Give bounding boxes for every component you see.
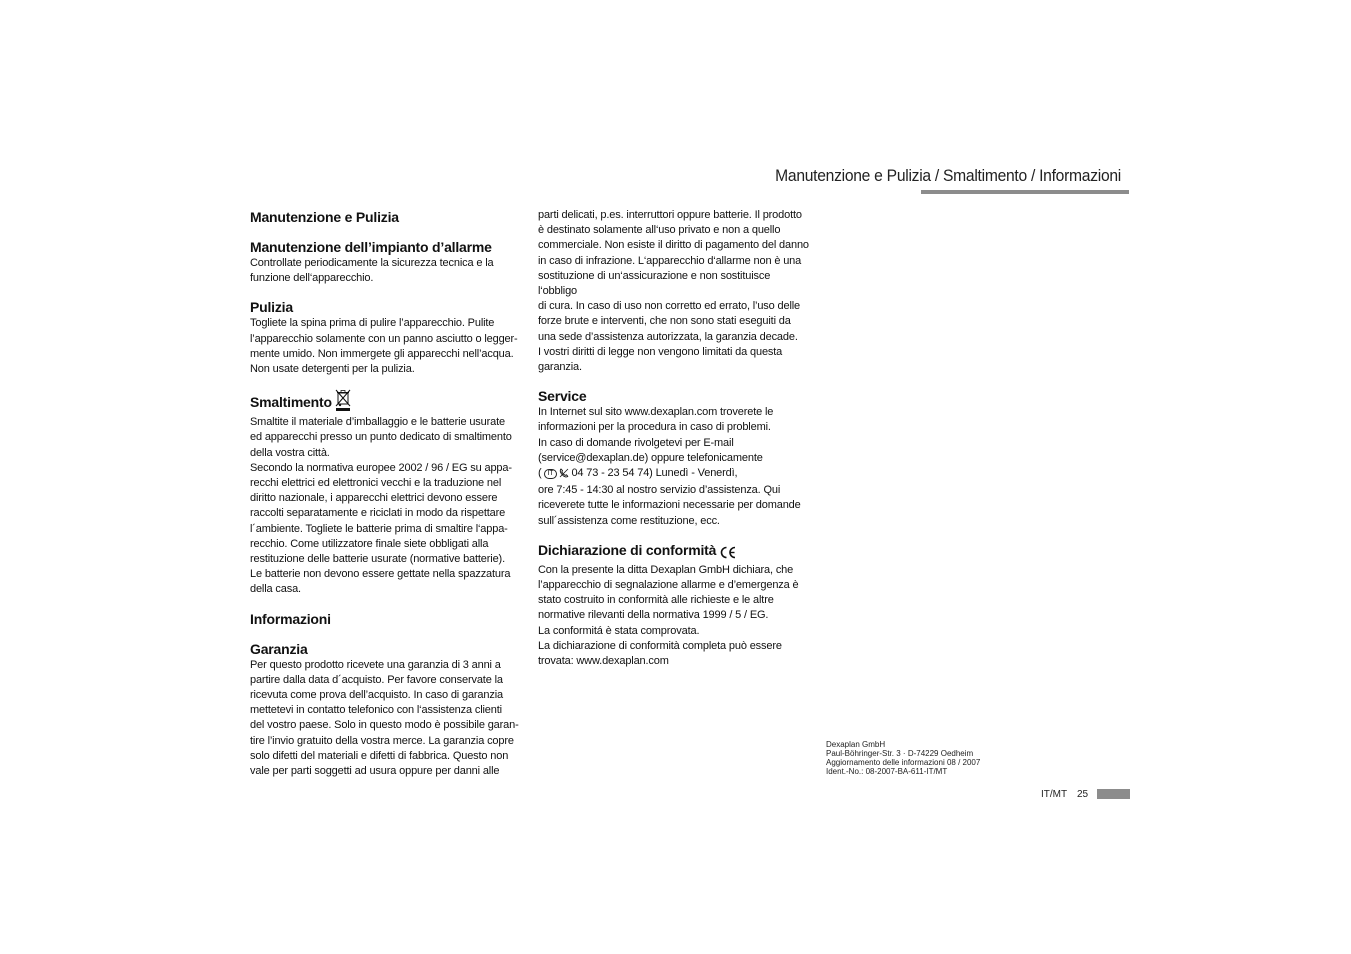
imprint-update: Aggiornamento delle informazioni 08 / 2007 xyxy=(826,758,981,767)
paragraph-service-intro: In Internet sul sito www.dexaplan.com troverete le informazioni per la procedura in caso di problemi. In caso di domande rivolgetevi per E-mail (service@dexaplan.de) oppure telefonicamente xyxy=(538,406,774,464)
footer-language-code: IT/MT xyxy=(1041,789,1068,800)
country-badge: IT xyxy=(544,469,558,479)
footer-bar xyxy=(1097,789,1130,799)
left-column xyxy=(250,208,522,779)
paragraph-disposal: Smaltite il materiale d’imballaggio e le batterie usurate ed apparecchi presso un punto dedicato di smaltimento della vostra città. Secondo la normativa europee 2002 / 96 / EG su appa- recchi elettrici ed elettronici vecchi e la traduzione nel diritto nazionale, i apparecchi elettrici devono essere raccolti separatamente e riciclati in modo da rispettare l´ambiente. Togliete le batterie prima di smaltire l‘appa- recchio. Come utilizzatore finale siete obbligati alla restituzione delle batterie usurate (normative batterie). Le batterie non devono essere gettate nella spazzatura della casa. xyxy=(250,416,512,596)
footer-page-number: 25 xyxy=(1077,789,1089,800)
paragraph-warranty: Per questo prodotto ricevete una garanzia di 3 anni a partire dalla data d´acquisto. Per favore conservate la ricevuta come prova dell’acquisto. In caso di garanzia mettetevi in contatto telefonico con l‘assistenza clienti del vostro paese. Solo in questo modo è possibile garan- tire l’invio gratuito della vostra merce. La garanzia copre solo difetti del materiali e difetti di fabbrica. Questo non vale per parti soggetti ad usura oppure per danni alle xyxy=(250,658,519,778)
phone-icon xyxy=(559,468,569,483)
phone-open-paren: ( xyxy=(538,467,542,480)
phone-number: 04 73 - 23 54 74) Lunedì - Venerdì, xyxy=(571,467,738,480)
section-title-maintenance: Manutenzione e Pulizia xyxy=(250,209,399,225)
paragraph-warranty-continued: parti delicati, p.es. interruttori oppure batterie. Il prodotto è destinato solamente all‘uso privato e non a quello commerciale. Non esiste il diritto di pagamento del danno in caso di infrazione. L‘apparecchio d‘allarme non è una sostituzione di un‘assicurazione e non sostituisce l‘obbligo di cura. In caso di uso non corretto ed errato, l’uso delle forze brute e interventi, che non sono stati eseguiti da una sede d’assistenza autorizzata, la garanzia decade. I vostri diritti di legge non vengono limitati da questa garanzia. xyxy=(538,209,809,374)
imprint-address: Paul-Böhringer-Str. 3 · D-74229 Oedheim xyxy=(826,749,974,758)
paragraph-alarm-maintenance: Controllate periodicamente la sicurezza tecnica e la funzione dell‘apparecchio. xyxy=(250,257,494,285)
imprint xyxy=(826,740,980,776)
heading-disposal xyxy=(250,389,522,415)
heading-conformity-label: Dichiarazione di conformità xyxy=(538,541,717,558)
heading-cleaning: Pulizia xyxy=(250,299,293,316)
imprint-company: Dexaplan GmbH xyxy=(826,740,886,749)
heading-alarm-maintenance: Manutenzione dell’impianto d’allarme xyxy=(250,239,492,255)
paragraph-service-hours: ore 7:45 - 14:30 al nostro servizio d’assistenza. Qui riceverete tutte le informazioni necessarie per domande sull´assistenza come restituzione, ecc. xyxy=(538,484,801,527)
middle-column xyxy=(538,208,810,669)
paragraph-cleaning: Togliete la spina prima di pulire l’apparecchio. Pulite l’apparecchio solamente con un panno asciutto o legger- mente umido. Non immergete gli apparecchi nell’acqua. Non usate detergenti per la pulizia. xyxy=(250,317,518,376)
crossed-out-wheelie-bin-icon xyxy=(335,389,351,415)
imprint-ident: Ident.-No.: 08-2007-BA-611-IT/MT xyxy=(826,767,948,776)
heading-warranty: Garanzia xyxy=(250,640,308,657)
ce-mark-icon xyxy=(719,545,737,563)
section-title-information: Informazioni xyxy=(250,610,331,627)
heading-disposal-label: Smaltimento xyxy=(250,394,332,411)
paragraph-conformity: Con la presente la ditta Dexaplan GmbH dichiara, che l’apparecchio di segnalazione allarme e d’emergenza è stato costruito in conformità alle richieste e le altre normative rilevanti della normativa 1999 / 5 / EG. La conformitá è stata comprovata. La dichiarazione di conformità completa può essere trovata: www.dexaplan.com xyxy=(538,563,799,668)
heading-conformity xyxy=(538,541,810,563)
page-header-title: Manutenzione e Pulizia / Smaltimento / Informazioni xyxy=(775,166,1121,185)
heading-service: Service xyxy=(538,388,587,405)
header-rule xyxy=(921,190,1129,194)
service-phone-line xyxy=(538,466,810,483)
